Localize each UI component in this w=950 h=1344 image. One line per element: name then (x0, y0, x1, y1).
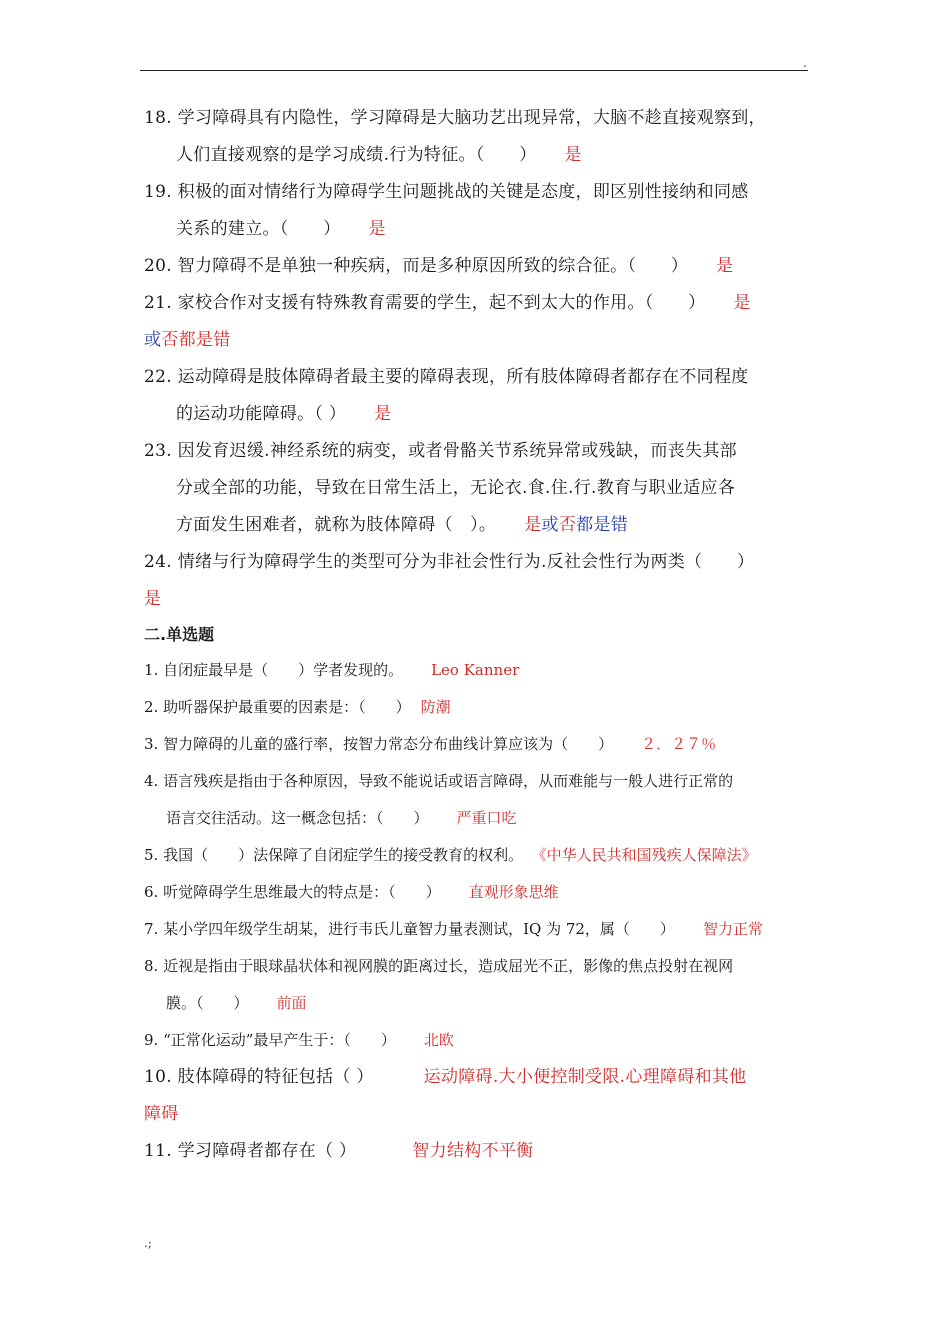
answer: 智力结构不平衡 (412, 1141, 534, 1161)
single-choice-7 (144, 911, 808, 948)
answer: 是 (368, 219, 386, 239)
question-line (144, 285, 808, 322)
question-text: 7. 某小学四年级学生胡某，进行韦氏儿童智力量表测试，IQ 为 72，属（ ） (144, 920, 675, 938)
question-line (144, 1133, 808, 1170)
question-text: 10. 肢体障碍的特征包括（ ） (144, 1067, 374, 1087)
question-text: 19. 积极的面对情绪行为障碍学生问题挑战的关键是态度，即区别性接纳和同感 (144, 182, 749, 202)
question-text: 21. 家校合作对支援有特殊教育需要的学生，起不到太大的作用。（ ） (144, 293, 706, 313)
single-choice-6 (144, 874, 808, 911)
footer-mark: .; (144, 1236, 152, 1250)
question-text-cont (144, 396, 808, 433)
single-choice-8 (144, 948, 808, 1022)
question-text: 人们直接观察的是学习成绩.行为特征。（ ） (176, 145, 537, 165)
question-text: 18. 学习障碍具有内隐性，学习障碍是大脑功艺出现异常，大脑不趁直接观察到， (144, 108, 766, 128)
question-19 (144, 174, 808, 248)
question-text: 语言交往活动。这一概念包括：（ ） (166, 809, 429, 827)
answer-line (144, 322, 808, 359)
question-line (144, 874, 808, 911)
question-text: 4. 语言残疾是指由于各种原因，导致不能说话或语言障碍，从而难能与一般人进行正常的 (144, 772, 734, 790)
question-text-cont (144, 507, 808, 544)
single-choice-9 (144, 1022, 808, 1059)
answer: 是 (564, 145, 582, 165)
answer: 或 (541, 515, 559, 535)
question-text: 的运动功能障碍。（ ） (176, 404, 347, 424)
answer: 障碍 (144, 1104, 179, 1124)
question-text: 20. 智力障碍不是单独一种疾病，而是多种原因所致的综合征。（ ） (144, 256, 689, 276)
answer: 北欧 (423, 1031, 454, 1049)
question-text: 11. 学习障碍者都存在（ ） (144, 1141, 357, 1161)
question-20 (144, 248, 808, 285)
question-18 (144, 100, 808, 174)
answer: 防潮 (420, 698, 451, 716)
single-choice-4 (144, 763, 808, 837)
single-choice-2 (144, 689, 808, 726)
answer: 都是错 (576, 515, 629, 535)
answer: 《中华人民共和国残疾人保障法》 (539, 846, 757, 864)
question-line (144, 689, 808, 726)
question-21 (144, 285, 808, 359)
section-title: 二.单选题 (144, 625, 215, 644)
document-body (144, 100, 808, 1170)
question-text-cont (144, 211, 808, 248)
header-rule (140, 70, 808, 71)
question-text: 关系的建立。（ ） (176, 219, 341, 239)
question-line (144, 652, 808, 689)
question-text: 9. “正常化运动”最早产生于：（ ） (144, 1031, 396, 1049)
header-mark: . (803, 56, 807, 70)
question-text: 8. 近视是指由于眼球晶状体和视网膜的距离过长，造成屈光不正，影像的焦点投射在视网 (144, 957, 734, 975)
answer: 是 (374, 404, 392, 424)
question-text-cont (144, 137, 808, 174)
single-choice-1 (144, 652, 808, 689)
answer: 是 (716, 256, 734, 276)
answer: 智力正常 (702, 920, 763, 938)
question-line (144, 726, 808, 763)
question-text: 方面发生困难者，就称为肢体障碍（ ）。 (176, 515, 497, 535)
question-text: 5. 我国（ ）法保障了自闭症学生的接受教育的权利。 (144, 846, 524, 864)
answer: 否 (558, 515, 577, 535)
single-choice-10 (144, 1059, 808, 1133)
answer: 运动障碍.大小便控制受限.心理障碍和其他 (423, 1067, 747, 1087)
answer: 前面 (276, 994, 307, 1012)
answer: 或 (144, 330, 162, 350)
question-text: 24. 情绪与行为障碍学生的类型可分为非社会性行为.反社会性行为两类（ ） (144, 552, 755, 572)
question-text: 分或全部的功能，导致在日常生活上，无论衣.食.住.行.教育与职业适应各 (176, 478, 736, 498)
answer: 否都是错 (161, 330, 231, 350)
question-23 (144, 433, 808, 544)
question-24 (144, 544, 808, 618)
question-text-cont (144, 985, 808, 1022)
question-text-cont (144, 800, 808, 837)
answer-group (524, 515, 628, 535)
question-text: 3. 智力障碍的儿童的盛行率，按智力常态分布曲线计算应该为（ ） (144, 735, 614, 753)
single-choice-5 (144, 837, 808, 874)
question-text: 6. 听觉障碍学生思维最大的特点是：（ ） (144, 883, 441, 901)
question-22 (144, 359, 808, 433)
answer: Leo Kanner (431, 661, 520, 679)
question-line (144, 1022, 808, 1059)
single-choice-11 (144, 1133, 808, 1170)
answer: ２．２７％ (641, 735, 717, 753)
question-text: 1. 自闭症最早是（ ）学者发现的。 (144, 661, 404, 679)
question-text: 22. 运动障碍是肢体障碍者最主要的障碍表现，所有肢体障碍者都存在不同程度 (144, 367, 749, 387)
question-line (144, 911, 808, 948)
question-line (144, 837, 808, 874)
question-text: 膜。（ ） (166, 994, 249, 1012)
answer: 严重口吃 (456, 809, 517, 827)
question-line (144, 1059, 808, 1096)
answer: 是 (144, 589, 162, 609)
question-text: 23. 因发育迟缓.神经系统的病变，或者骨骼关节系统异常或残缺，而丧失其部 (144, 441, 737, 461)
question-text: 2. 助听器保护最重要的因素是：（ ） (144, 698, 411, 716)
answer: 是 (733, 293, 751, 313)
answer: 直观形象思维 (468, 883, 559, 901)
answer: 是 (524, 515, 542, 535)
question-line (144, 248, 808, 285)
single-choice-3 (144, 726, 808, 763)
